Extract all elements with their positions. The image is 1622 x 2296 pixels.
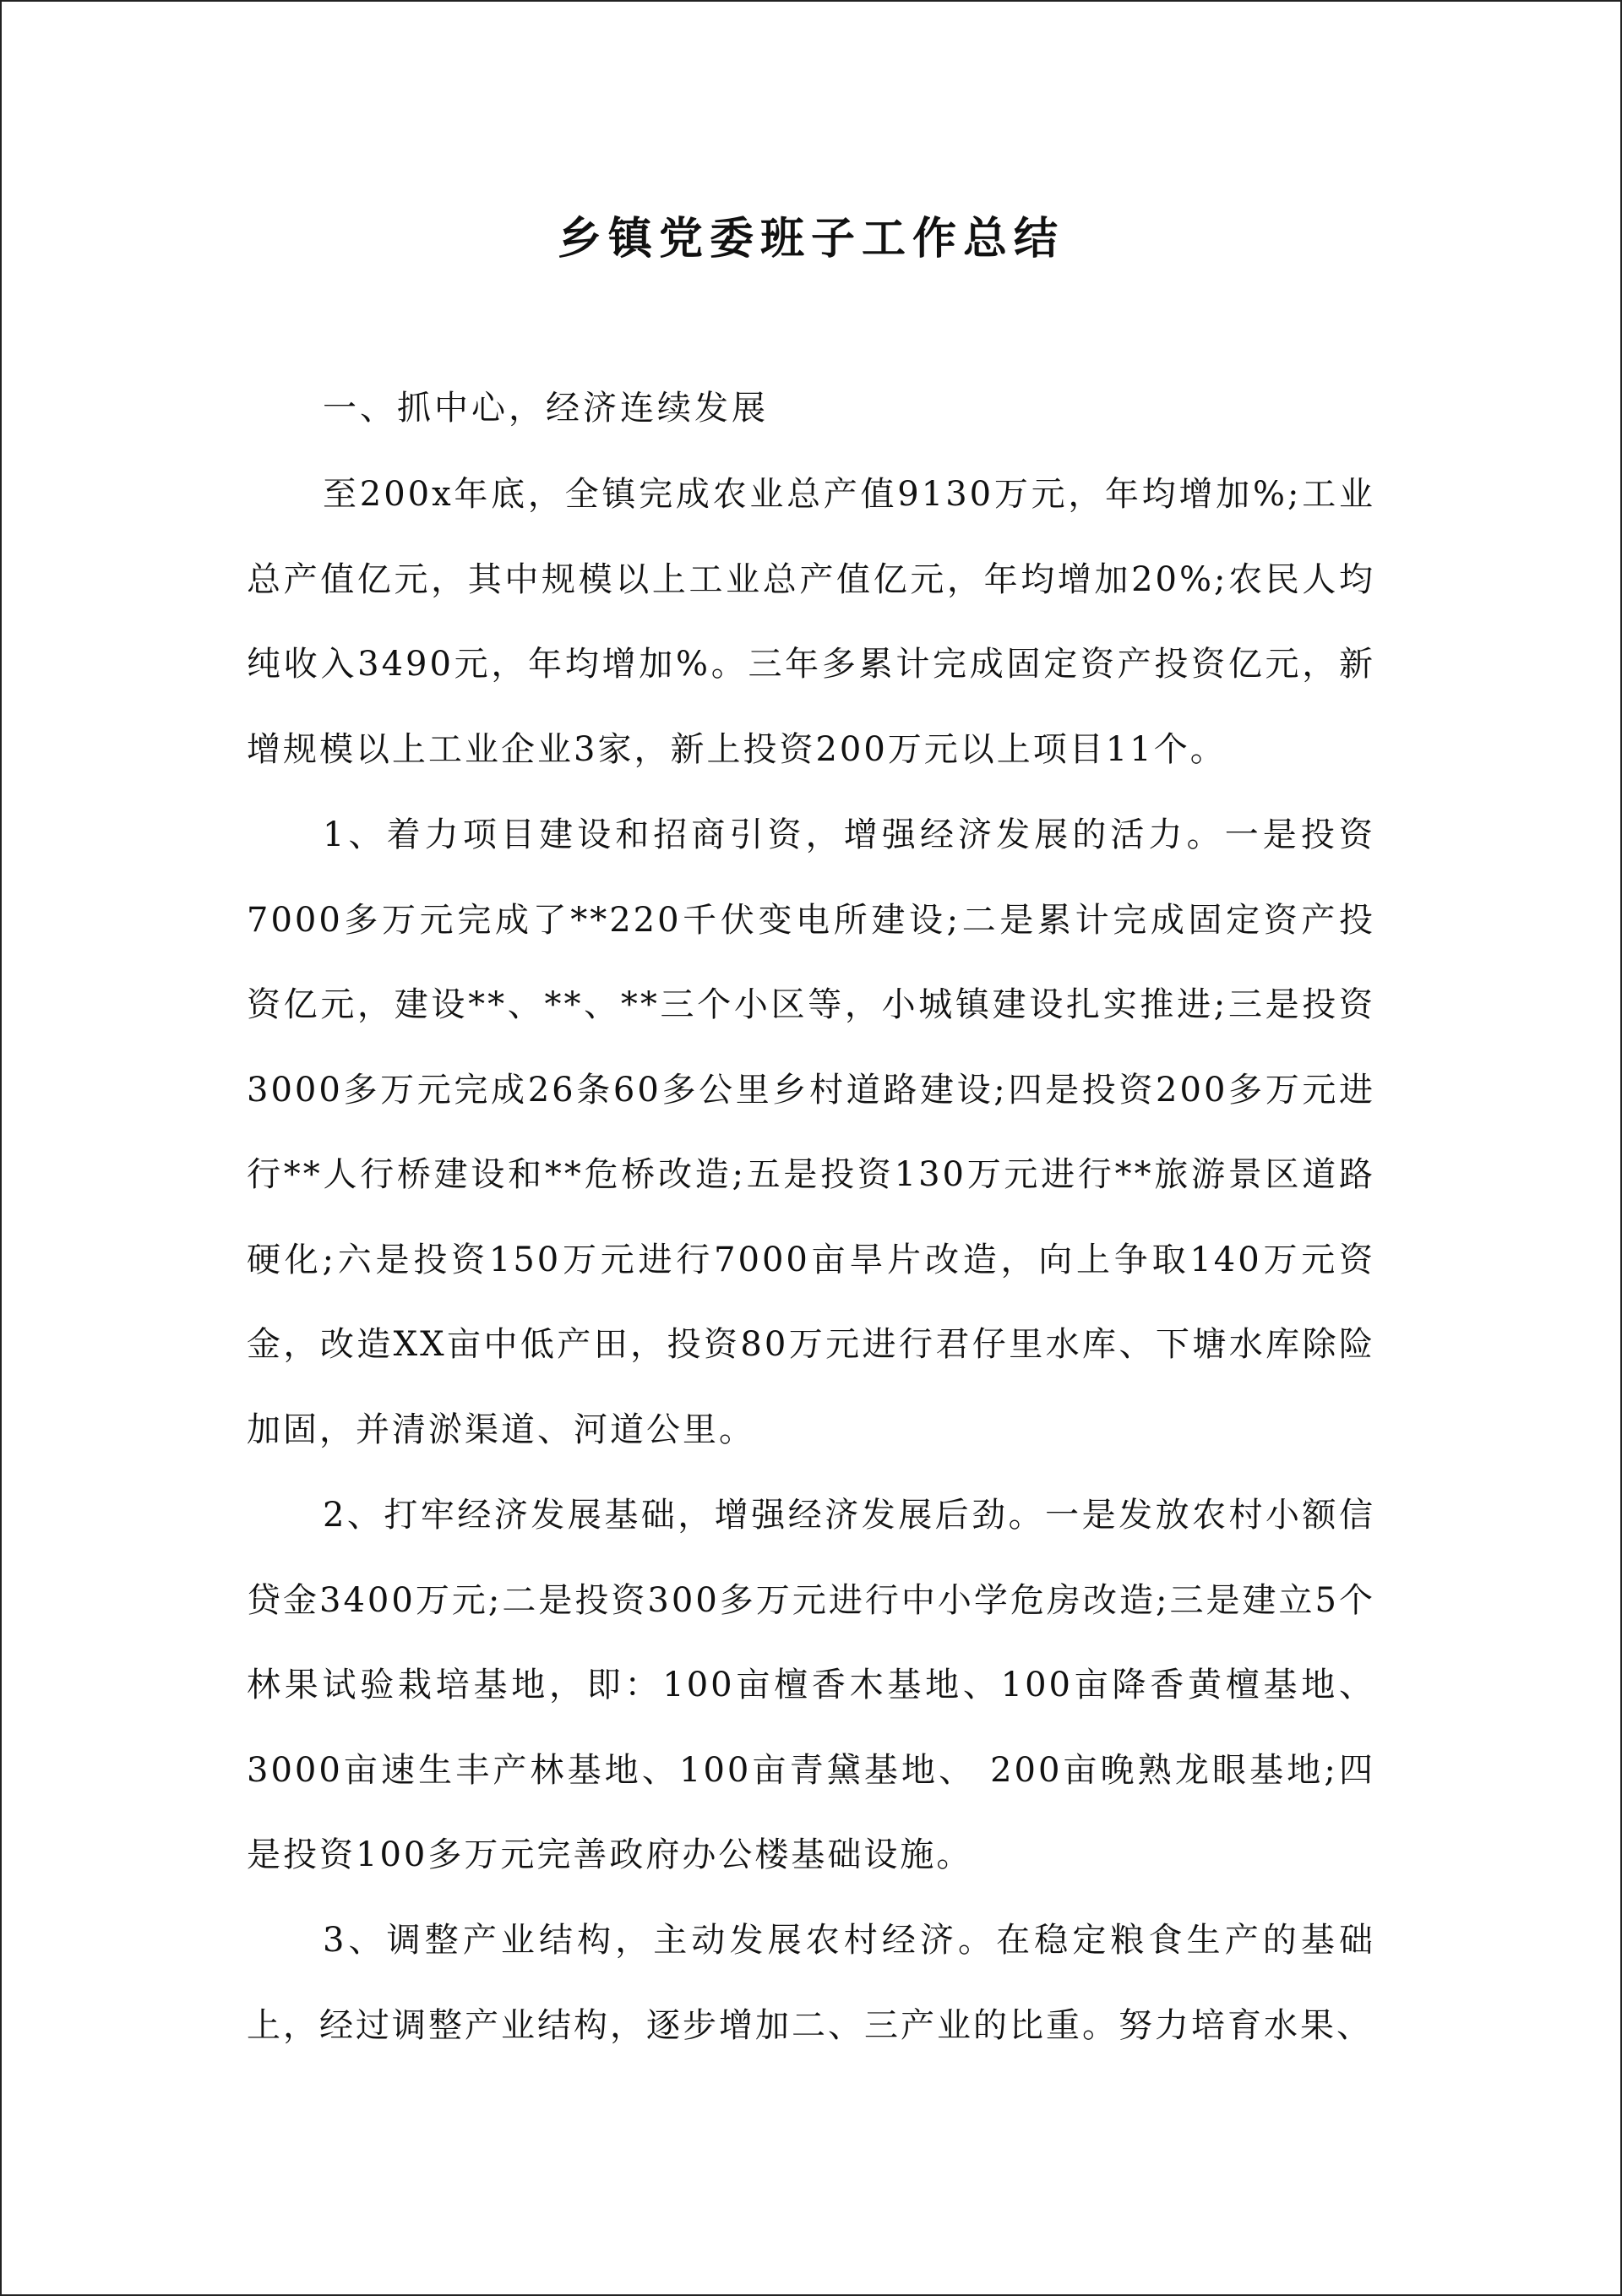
paragraph-item-1: 1、着力项目建设和招商引资，增强经济发展的活力。一是投资7000多万元完成了**220千伏变电所建设;二是累计完成固定资产投资亿元，建设**、**、**三个小区等，小城镇建设扎实推进;三是投资3000多万元完成26条60多公里乡村道路建设;四是投资200多万元进行**人行桥建设和**危桥改造;五是投资130万元进行**旅游景区道路硬化;六是投资150万元进行7000亩旱片改造，向上争取140万元资金，改造XX亩中低产田，投资80万元进行君仔里水库、下塘水库除险加固，并清淤渠道、河道公里。	[247, 815, 1375, 1449]
paragraph-item-2: 2、打牢经济发展基础，增强经济发展后劲。一是发放农村小额信贷金3400万元;二是投资300多万元进行中小学危房改造;三是建立5个林果试验栽培基地，即：100亩檀香木基地、100亩降香黄檀基地、3000亩速生丰产林基地、100亩青黛基地、 200亩晚熟龙眼基地;四是投资100多万元完善政府办公楼基础设施。	[247, 1496, 1375, 1874]
document-title: 乡镇党委班子工作总结	[557, 213, 1064, 265]
section-heading: 一、抓中心，经济连续发展	[323, 389, 769, 428]
paragraph-item-3: 3、调整产业结构，主动发展农村经济。在稳定粮食生产的基础上，经过调整产业结构，逐步增加二、三产业的比重。努力培育水果、	[247, 1921, 1375, 2045]
paragraph-overview: 至200x年底，全镇完成农业总产值9130万元，年均增加%;工业总产值亿元，其中规模以上工业总产值亿元，年均增加20%;农民人均纯收入3490元，年均增加%。三年多累计完成固定资产投资亿元，新增规模以上工业企业3家，新上投资200万元以上项目11个。	[247, 475, 1375, 769]
